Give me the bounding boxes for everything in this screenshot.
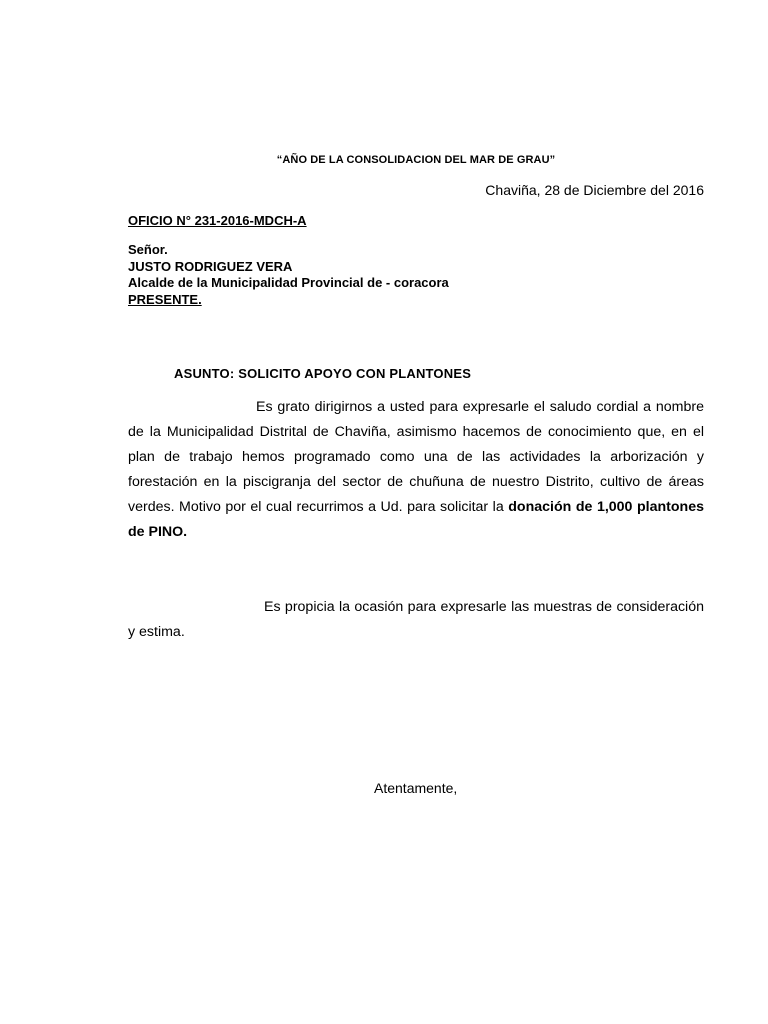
body-paragraph-1-emphasis: donación de 1,000 plantones de PINO. [128, 499, 704, 540]
year-motto: “AÑO DE LA CONSOLIDACION DEL MAR DE GRAU” [276, 154, 556, 166]
body-paragraph-2 [128, 595, 704, 645]
subject-line: ASUNTO: SOLICITO APOYO CON PLANTONES [174, 366, 472, 381]
document-reference: OFICIO N° 231-2016-MDCH-A [128, 213, 307, 228]
closing-line: Atentamente, [374, 780, 458, 796]
body-paragraph-2-text: Es propicia la ocasión para expresarle las muestras de consideración y estima. [128, 599, 704, 640]
recipient-presente: PRESENTE. [128, 291, 202, 307]
recipient-salutation: Señor. [128, 242, 168, 257]
recipient-name: JUSTO RODRIGUEZ VERA [128, 258, 293, 274]
recipient-title: Alcalde de la Municipalidad Provincial de - coracora [128, 275, 449, 290]
body-paragraph-1-text: Es grato dirigirnos a usted para expresarle el saludo cordial a nombre de la Municipalidad Distrital de Chaviña, asimismo hacemos de conocimiento que, en el plan de trabajo hemos programado como una de las actividades la arborización y forestación en la piscigranja del sector de chuñuna de nuestro Distrito, cultivo de áreas verdes. Motivo por el cual recurrimos a Ud. para solicitar la [128, 399, 704, 515]
recipient-block [128, 242, 449, 308]
place-date: Chaviña, 28 de Diciembre del 2016 [485, 182, 704, 198]
body-paragraph-1 [128, 395, 704, 545]
